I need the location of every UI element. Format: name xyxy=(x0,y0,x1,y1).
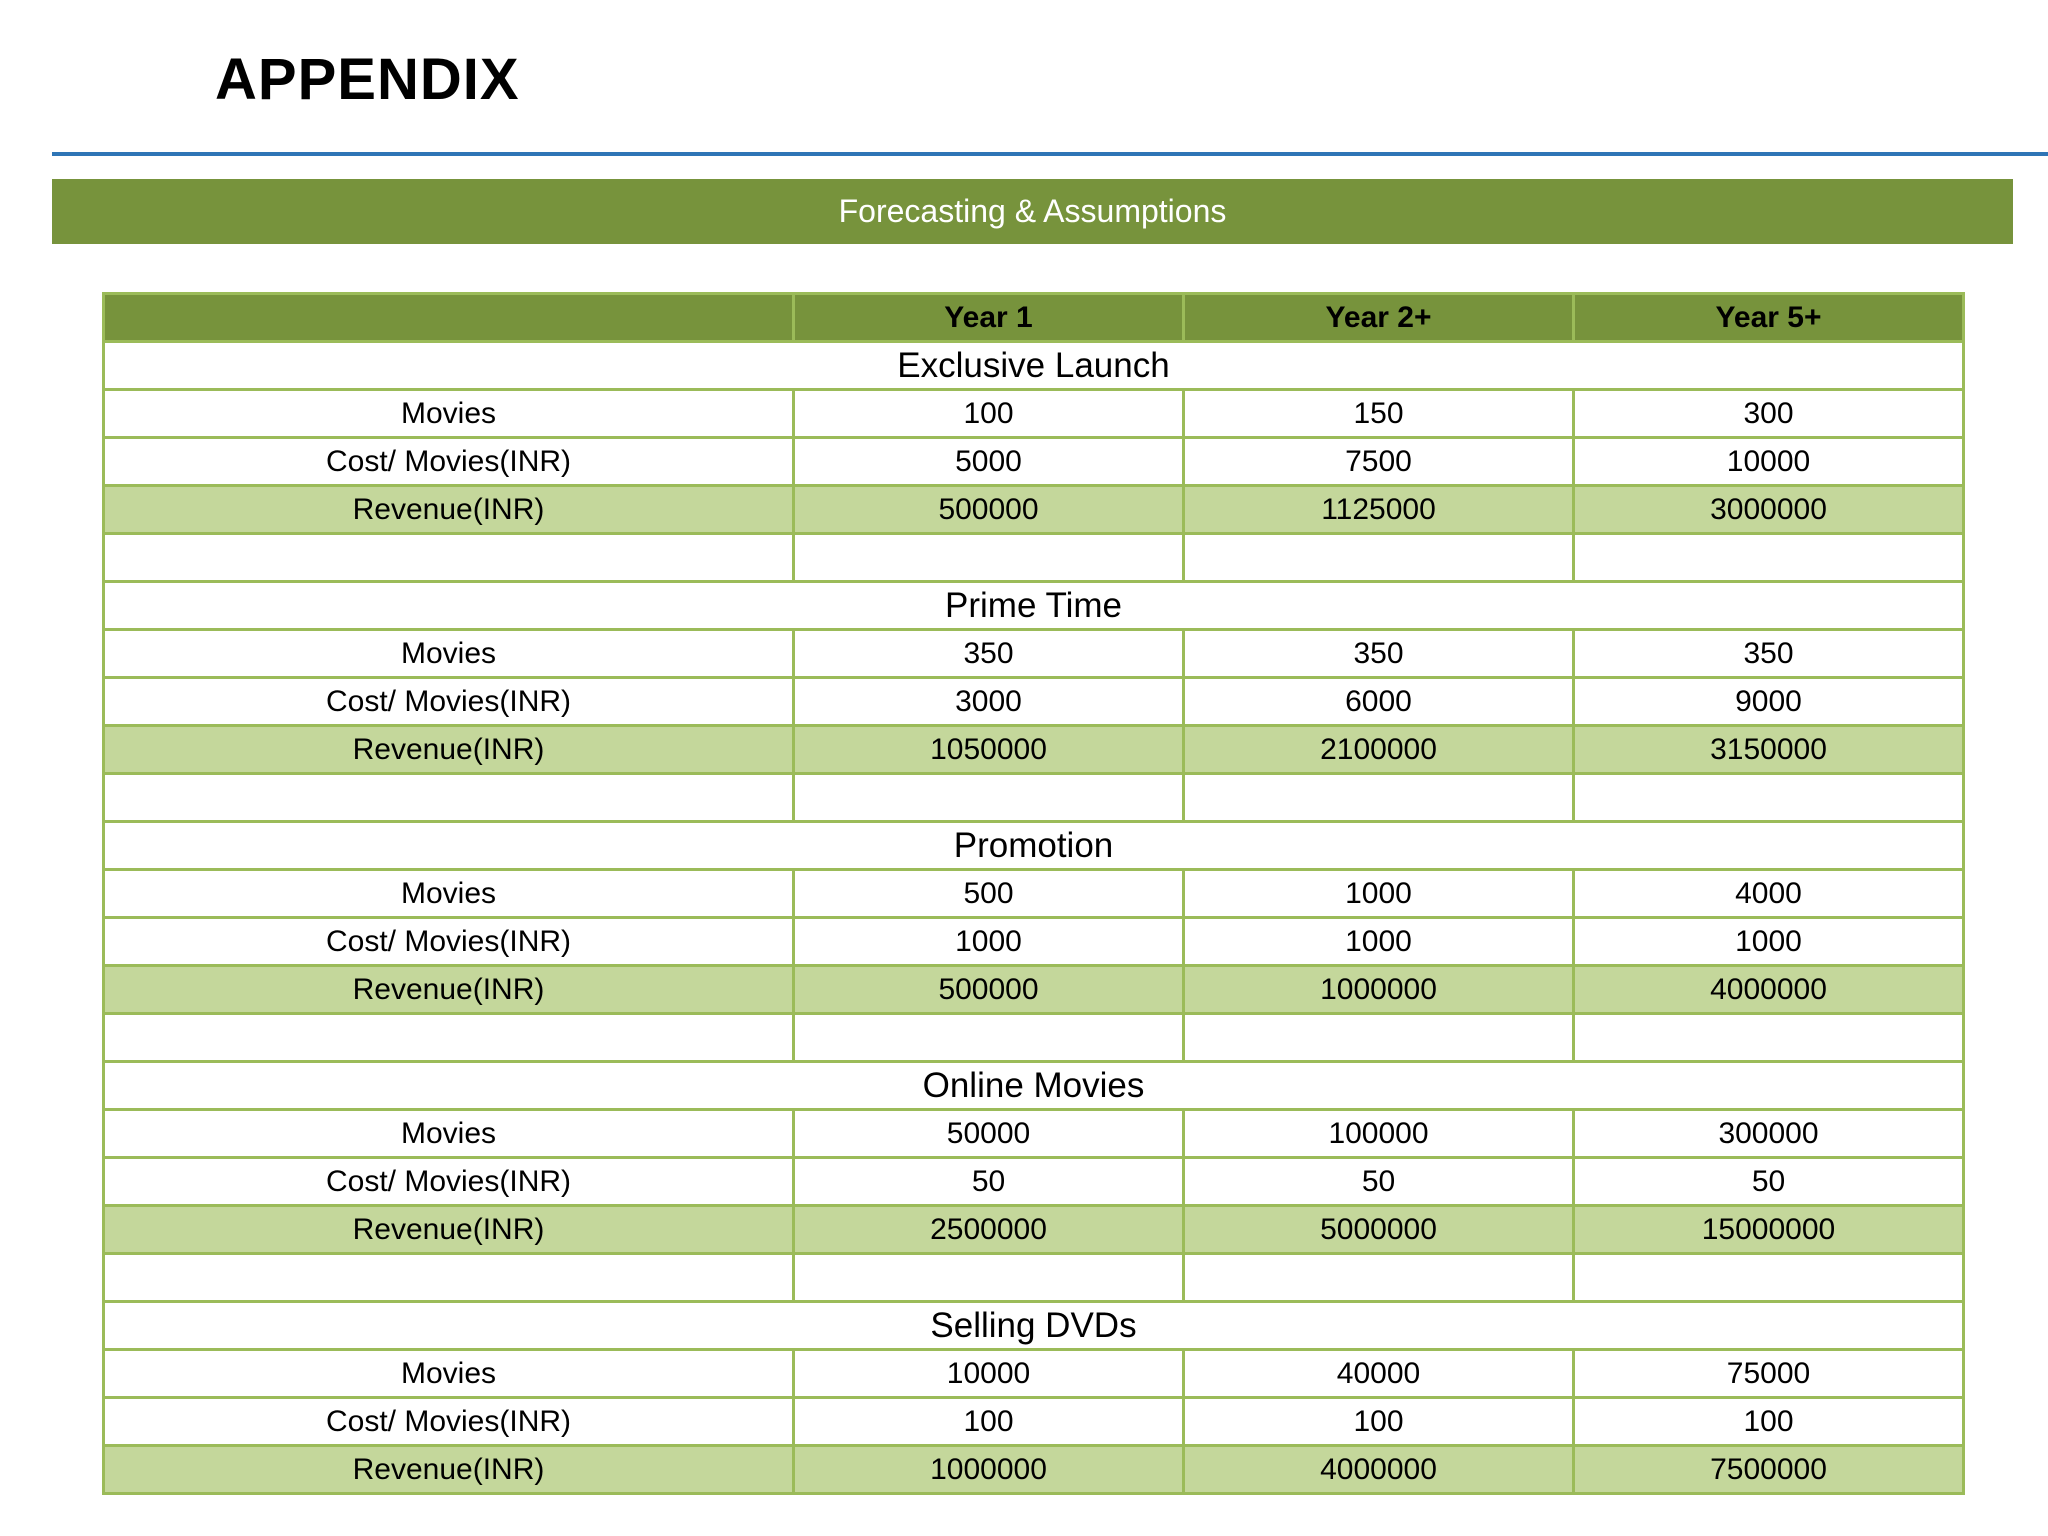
row-label: Revenue(INR) xyxy=(104,966,794,1014)
value-cell: 350 xyxy=(794,630,1184,678)
header-cell-year-1: Year 1 xyxy=(794,294,1184,342)
value-cell: 2100000 xyxy=(1184,726,1574,774)
table-row xyxy=(104,438,1964,486)
empty-cell xyxy=(104,1014,794,1062)
empty-cell xyxy=(1184,774,1574,822)
value-cell: 50000 xyxy=(794,1110,1184,1158)
row-label: Cost/ Movies(INR) xyxy=(104,1398,794,1446)
value-cell: 50 xyxy=(1184,1158,1574,1206)
value-cell: 1000 xyxy=(794,918,1184,966)
value-cell: 3000000 xyxy=(1574,486,1964,534)
category-title: Selling DVDs xyxy=(104,1302,1964,1350)
category-title: Prime Time xyxy=(104,582,1964,630)
value-cell: 4000000 xyxy=(1184,1446,1574,1494)
row-label: Revenue(INR) xyxy=(104,486,794,534)
empty-cell xyxy=(1184,1014,1574,1062)
value-cell: 500000 xyxy=(794,486,1184,534)
row-label: Cost/ Movies(INR) xyxy=(104,918,794,966)
row-label: Cost/ Movies(INR) xyxy=(104,438,794,486)
spacer-row xyxy=(104,774,1964,822)
value-cell: 15000000 xyxy=(1574,1206,1964,1254)
value-cell: 2500000 xyxy=(794,1206,1184,1254)
table-row xyxy=(104,870,1964,918)
empty-cell xyxy=(104,774,794,822)
empty-cell xyxy=(1574,774,1964,822)
category-row xyxy=(104,342,1964,390)
category-row xyxy=(104,582,1964,630)
row-label: Revenue(INR) xyxy=(104,1446,794,1494)
revenue-row xyxy=(104,726,1964,774)
empty-cell xyxy=(1184,534,1574,582)
value-cell: 7500000 xyxy=(1574,1446,1964,1494)
table-row xyxy=(104,630,1964,678)
header-row xyxy=(104,294,1964,342)
empty-cell xyxy=(794,1014,1184,1062)
value-cell: 350 xyxy=(1184,630,1574,678)
row-label: Movies xyxy=(104,1350,794,1398)
category-row xyxy=(104,822,1964,870)
empty-cell xyxy=(104,1254,794,1302)
value-cell: 100 xyxy=(1184,1398,1574,1446)
value-cell: 50 xyxy=(1574,1158,1964,1206)
forecast-table-container xyxy=(102,292,1962,1495)
value-cell: 1050000 xyxy=(794,726,1184,774)
category-title: Online Movies xyxy=(104,1062,1964,1110)
value-cell: 1000 xyxy=(1184,918,1574,966)
empty-cell xyxy=(104,534,794,582)
table-row xyxy=(104,1158,1964,1206)
empty-cell xyxy=(794,534,1184,582)
row-label: Cost/ Movies(INR) xyxy=(104,678,794,726)
empty-cell xyxy=(1574,1254,1964,1302)
category-row xyxy=(104,1062,1964,1110)
value-cell: 75000 xyxy=(1574,1350,1964,1398)
title-divider xyxy=(52,152,2048,156)
revenue-row xyxy=(104,1206,1964,1254)
empty-cell xyxy=(794,1254,1184,1302)
row-label: Revenue(INR) xyxy=(104,726,794,774)
row-label: Movies xyxy=(104,390,794,438)
row-label: Movies xyxy=(104,1110,794,1158)
revenue-row xyxy=(104,1446,1964,1494)
value-cell: 5000000 xyxy=(1184,1206,1574,1254)
value-cell: 40000 xyxy=(1184,1350,1574,1398)
spacer-row xyxy=(104,1254,1964,1302)
value-cell: 10000 xyxy=(1574,438,1964,486)
revenue-row xyxy=(104,486,1964,534)
row-label: Movies xyxy=(104,630,794,678)
table-row xyxy=(104,1350,1964,1398)
category-title: Promotion xyxy=(104,822,1964,870)
section-banner: Forecasting & Assumptions xyxy=(52,179,2013,244)
value-cell: 1000 xyxy=(1574,918,1964,966)
page-title: APPENDIX xyxy=(215,47,520,112)
table-row xyxy=(104,918,1964,966)
value-cell: 10000 xyxy=(794,1350,1184,1398)
value-cell: 100000 xyxy=(1184,1110,1574,1158)
value-cell: 9000 xyxy=(1574,678,1964,726)
value-cell: 300 xyxy=(1574,390,1964,438)
value-cell: 100 xyxy=(794,1398,1184,1446)
spacer-row xyxy=(104,534,1964,582)
empty-cell xyxy=(794,774,1184,822)
value-cell: 150 xyxy=(1184,390,1574,438)
value-cell: 500000 xyxy=(794,966,1184,1014)
value-cell: 6000 xyxy=(1184,678,1574,726)
header-cell-year-2: Year 2+ xyxy=(1184,294,1574,342)
table-row xyxy=(104,390,1964,438)
header-cell-year-5: Year 5+ xyxy=(1574,294,1964,342)
value-cell: 100 xyxy=(1574,1398,1964,1446)
forecast-table xyxy=(102,292,1965,1495)
header-cell-empty xyxy=(104,294,794,342)
empty-cell xyxy=(1574,1014,1964,1062)
category-title: Exclusive Launch xyxy=(104,342,1964,390)
value-cell: 4000 xyxy=(1574,870,1964,918)
value-cell: 7500 xyxy=(1184,438,1574,486)
table-row xyxy=(104,1110,1964,1158)
value-cell: 50 xyxy=(794,1158,1184,1206)
value-cell: 1000000 xyxy=(794,1446,1184,1494)
row-label: Revenue(INR) xyxy=(104,1206,794,1254)
value-cell: 1000000 xyxy=(1184,966,1574,1014)
value-cell: 500 xyxy=(794,870,1184,918)
value-cell: 5000 xyxy=(794,438,1184,486)
value-cell: 4000000 xyxy=(1574,966,1964,1014)
value-cell: 100 xyxy=(794,390,1184,438)
value-cell: 3150000 xyxy=(1574,726,1964,774)
value-cell: 350 xyxy=(1574,630,1964,678)
value-cell: 3000 xyxy=(794,678,1184,726)
spacer-row xyxy=(104,1014,1964,1062)
row-label: Cost/ Movies(INR) xyxy=(104,1158,794,1206)
table-row xyxy=(104,678,1964,726)
value-cell: 300000 xyxy=(1574,1110,1964,1158)
row-label: Movies xyxy=(104,870,794,918)
revenue-row xyxy=(104,966,1964,1014)
category-row xyxy=(104,1302,1964,1350)
value-cell: 1125000 xyxy=(1184,486,1574,534)
empty-cell xyxy=(1184,1254,1574,1302)
value-cell: 1000 xyxy=(1184,870,1574,918)
table-body xyxy=(104,342,1964,1494)
table-row xyxy=(104,1398,1964,1446)
empty-cell xyxy=(1574,534,1964,582)
